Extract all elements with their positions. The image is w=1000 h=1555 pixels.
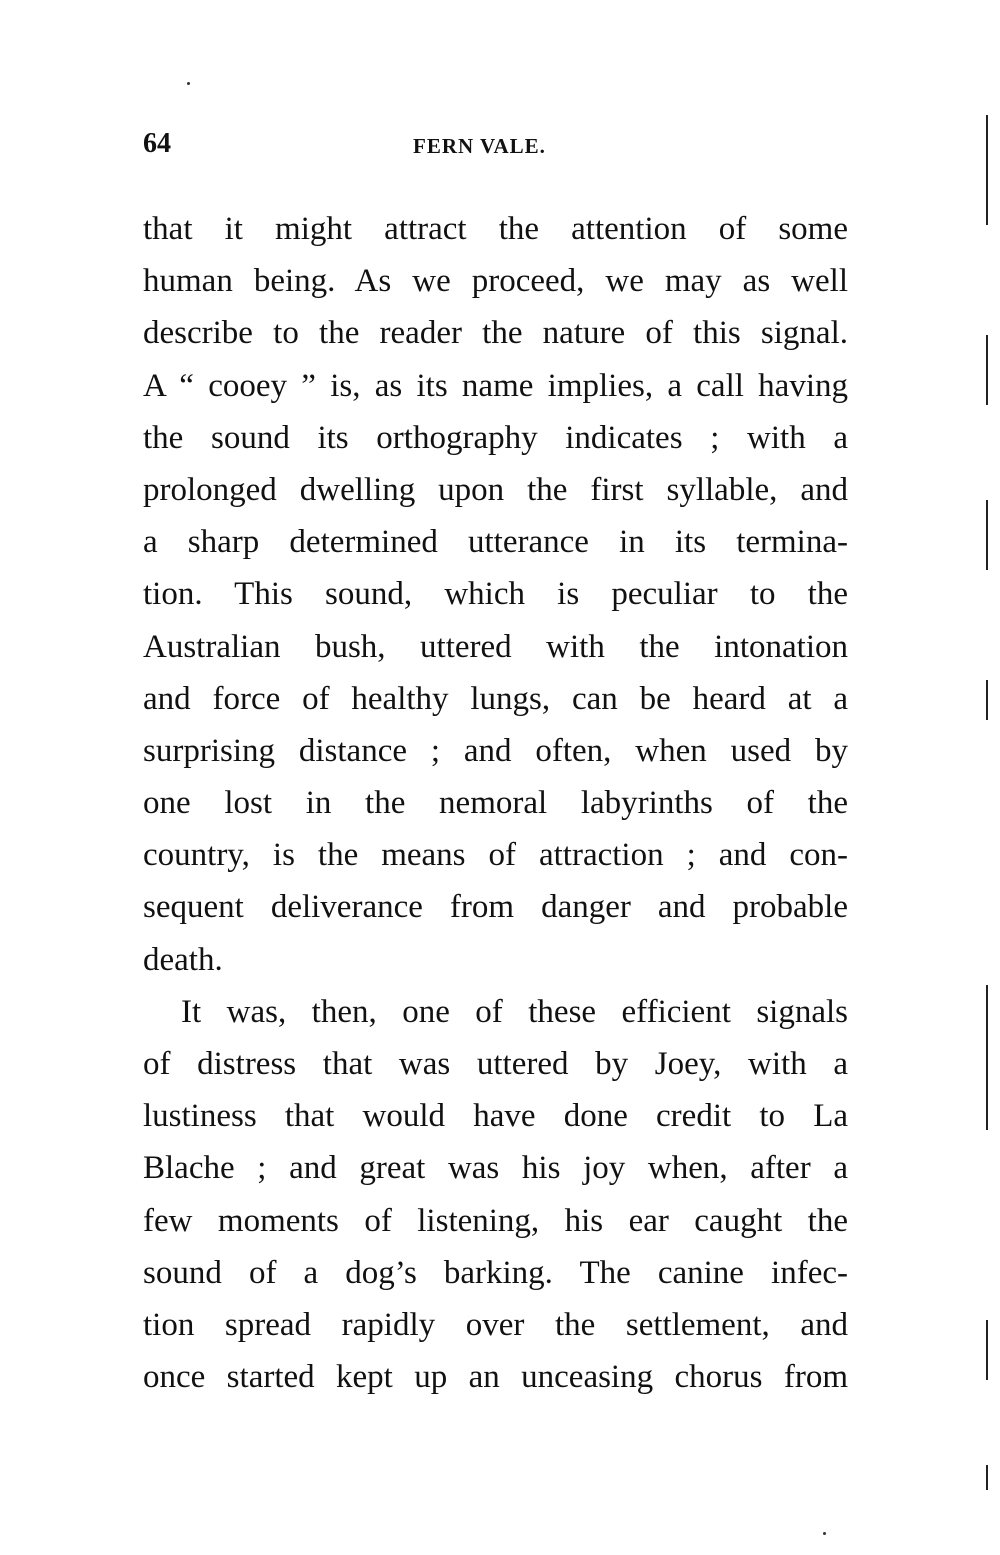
paragraph-1 <box>143 203 848 986</box>
scan-speck <box>823 1532 826 1535</box>
paragraph-2 <box>143 986 848 1404</box>
running-title: FERN VALE. <box>413 134 546 158</box>
scan-edge-mark <box>986 680 988 720</box>
text-line: surprising distance ; and often, when used by <box>143 732 848 769</box>
text-line: a sharp determined utterance in its termina- <box>143 524 848 561</box>
scan-edge-mark <box>986 1465 988 1490</box>
body-text <box>143 203 848 1403</box>
text-line: describe to the reader the nature of this signal. <box>143 315 848 352</box>
text-line: country, is the means of attraction ; and con- <box>143 837 848 874</box>
text-line: few moments of listening, his ear caught the <box>143 1202 848 1239</box>
scan-edge-mark <box>986 115 988 225</box>
page-number: 64 <box>143 128 171 159</box>
text-line: lustiness that would have done credit to La <box>143 1098 848 1135</box>
text-line: sound of a dog’s barking. The canine infec- <box>143 1254 848 1291</box>
text-line: once started kept up an unceasing chorus from <box>143 1359 848 1396</box>
scan-edge-mark <box>986 335 988 405</box>
text-line: one lost in the nemoral labyrinths of the <box>143 785 848 822</box>
scan-speck <box>187 82 190 85</box>
text-line: Australian bush, uttered with the intonation <box>143 628 848 665</box>
text-line: prolonged dwelling upon the first syllable, and <box>143 471 848 508</box>
text-line: sequent deliverance from danger and probable <box>143 889 848 926</box>
text-line: It was, then, one of these efficient signals <box>181 993 848 1030</box>
text-line: tion spread rapidly over the settlement, and <box>143 1306 848 1343</box>
text-line: death. <box>143 941 223 978</box>
text-line: tion. This sound, which is peculiar to the <box>143 576 848 613</box>
text-line: the sound its orthography indicates ; with a <box>143 419 848 456</box>
scan-edge-mark <box>986 500 988 570</box>
text-line: human being. As we proceed, we may as well <box>143 263 848 300</box>
text-line: and force of healthy lungs, can be heard at a <box>143 680 848 717</box>
scan-edge-mark <box>986 985 988 1130</box>
text-line: that it might attract the attention of some <box>143 211 848 247</box>
scan-edge-mark <box>986 1320 988 1380</box>
running-head <box>143 128 843 168</box>
text-line: Blache ; and great was his joy when, after a <box>143 1150 848 1187</box>
text-line: A “ cooey ” is, as its name implies, a call having <box>143 367 848 404</box>
text-line: of distress that was uttered by Joey, with a <box>143 1046 848 1082</box>
